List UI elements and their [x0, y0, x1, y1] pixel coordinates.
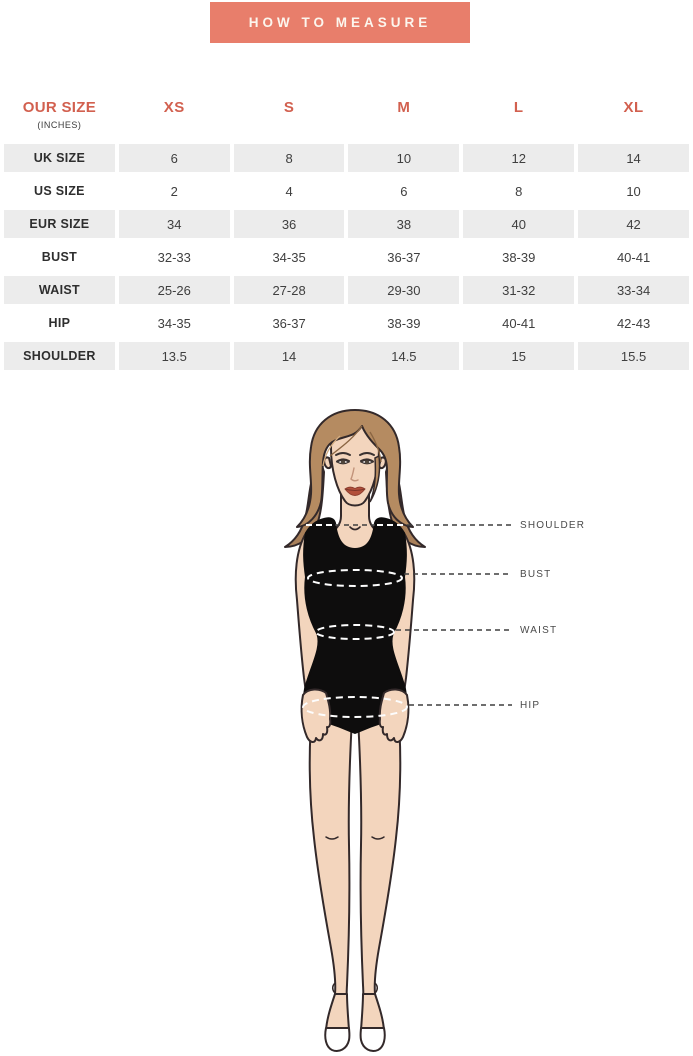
- table-cell: 38-39: [502, 249, 536, 265]
- bust-annotation-label: BUST: [520, 569, 552, 580]
- row-label: BUST: [41, 250, 78, 264]
- table-cell: 14: [578, 144, 689, 172]
- table-cell: 6: [119, 144, 230, 172]
- table-cell: 10: [626, 183, 641, 199]
- measurement-diagram: [0, 400, 693, 1056]
- col-header-l: L: [513, 99, 524, 116]
- row-label: EUR SIZE: [4, 210, 115, 238]
- table-cell: 34-35: [157, 315, 191, 331]
- table-cell: 42-43: [616, 315, 651, 331]
- table-cell: 2: [170, 183, 178, 199]
- row-label: US SIZE: [34, 184, 85, 198]
- how-to-measure-banner[interactable]: HOW TO MEASURE: [210, 2, 470, 43]
- table-cell: 4: [285, 183, 293, 199]
- table-row-bust: [4, 243, 689, 271]
- table-cell: 27-28: [234, 276, 345, 304]
- our-size-label: OUR SIZE: [22, 99, 97, 116]
- table-cell: 32-33: [157, 249, 191, 265]
- row-label: SHOULDER: [4, 342, 115, 370]
- col-header-m: M: [397, 99, 411, 116]
- table-cell: 14: [234, 342, 345, 370]
- inches-label: (INCHES): [37, 120, 82, 130]
- table-row-shoulder: [4, 342, 689, 370]
- woman-figure: [0, 400, 693, 1056]
- table-cell: 33-34: [578, 276, 689, 304]
- table-cell: 25-26: [119, 276, 230, 304]
- hip-annotation-label: HIP: [520, 700, 541, 711]
- row-label: UK SIZE: [4, 144, 115, 172]
- table-cell: 38-39: [387, 315, 421, 331]
- shoes: [325, 1028, 385, 1051]
- legs: [310, 702, 401, 1032]
- table-cell: 34-35: [272, 249, 306, 265]
- table-cell: 6: [400, 183, 408, 199]
- table-cell: 12: [463, 144, 574, 172]
- col-header-s: S: [283, 99, 295, 116]
- table-row-eur-size: [4, 210, 689, 238]
- table-cell: 34: [119, 210, 230, 238]
- shoulder-annotation-label: SHOULDER: [520, 520, 586, 531]
- table-cell: 36-37: [387, 249, 421, 265]
- col-header-xs: XS: [163, 99, 185, 116]
- table-cell: 36-37: [272, 315, 306, 331]
- size-chart-table: [0, 90, 693, 375]
- table-row-waist: [4, 276, 689, 304]
- table-cell: 36: [234, 210, 345, 238]
- table-row-us-size: [4, 177, 689, 205]
- table-cell: 40-41: [616, 249, 651, 265]
- table-header-row: [4, 95, 689, 139]
- table-cell: 10: [348, 144, 459, 172]
- table-cell: 13.5: [119, 342, 230, 370]
- row-label: WAIST: [4, 276, 115, 304]
- table-cell: 15: [463, 342, 574, 370]
- row-label: HIP: [48, 316, 71, 330]
- table-cell: 40: [463, 210, 574, 238]
- table-cell: 8: [234, 144, 345, 172]
- table-cell: 14.5: [348, 342, 459, 370]
- table-row-hip: [4, 309, 689, 337]
- table-cell: 40-41: [502, 315, 536, 331]
- table-cell: 42: [578, 210, 689, 238]
- col-header-our-size: [4, 95, 115, 139]
- waist-annotation-label: WAIST: [520, 625, 558, 636]
- table-row-uk-size: [4, 144, 689, 172]
- table-cell: 31-32: [463, 276, 574, 304]
- table-cell: 8: [515, 183, 523, 199]
- table-cell: 29-30: [348, 276, 459, 304]
- col-header-xl: XL: [623, 99, 644, 116]
- table-cell: 38: [348, 210, 459, 238]
- table-cell: 15.5: [578, 342, 689, 370]
